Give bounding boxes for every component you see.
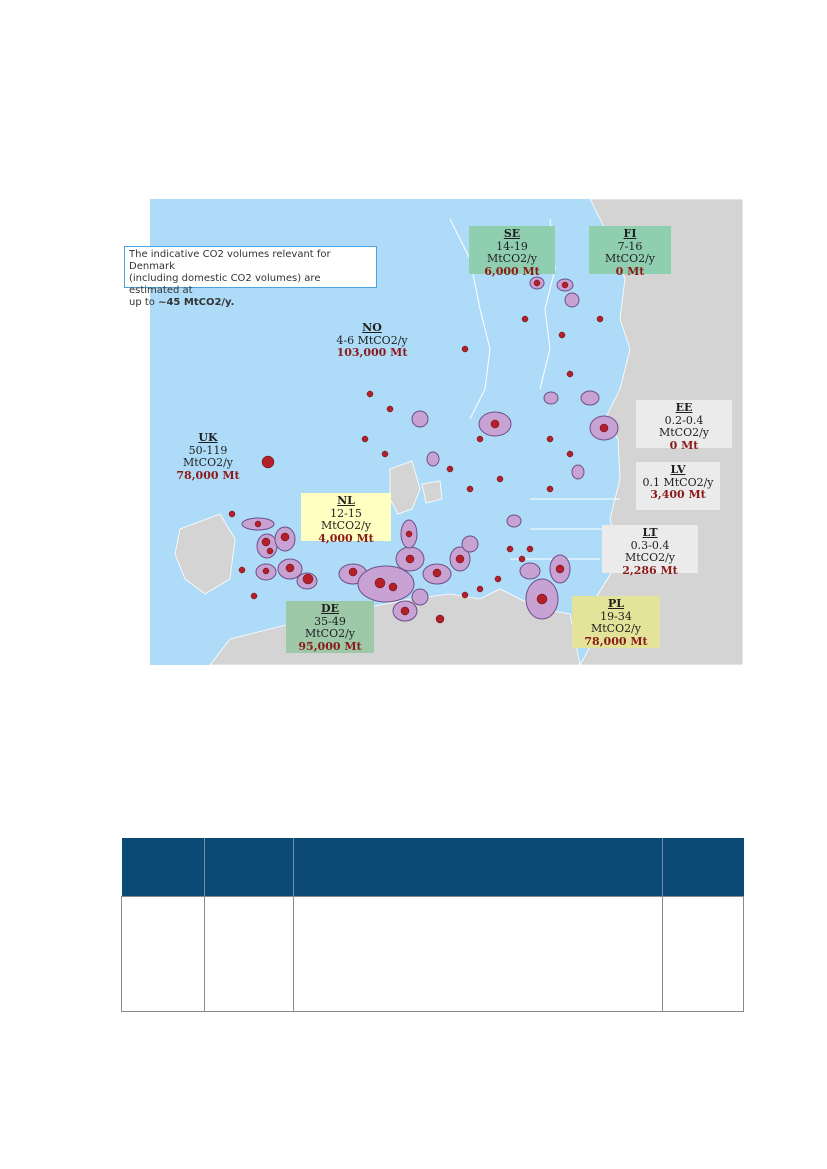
table-cell [293,897,662,1012]
country-label-pl [572,596,660,648]
country-capacity: 103,000 Mt [336,346,408,359]
country-code: FI [623,227,637,240]
country-rate: 19-34 MtCO2/y [590,609,642,635]
country-rate: 12-15 MtCO2/y [320,506,372,532]
country-label-uk [161,430,255,482]
country-code: LV [670,463,686,476]
country-code: SE [503,227,521,240]
country-rate: 0.3-0.4 MtCO2/y [624,538,676,564]
table-header-cell [205,838,294,897]
country-label-lv [636,462,720,510]
country-code: NO [362,321,382,334]
country-capacity: 78,000 Mt [176,468,240,482]
country-code: PL [607,597,624,610]
table-header-cell [293,838,662,897]
country-capacity: 3,400 Mt [650,488,706,501]
table-cell [205,897,294,1012]
note-total-value: ~45 MtCO2/y. [158,297,235,308]
country-rate: 7-16 MtCO2/y [604,239,656,265]
country-capacity: 4,000 Mt [318,531,374,545]
empty-table [121,838,744,1012]
country-code: EE [675,401,693,414]
country-rate: 14-19 MtCO2/y [486,239,538,265]
country-capacity: 0 Mt [669,438,699,452]
country-capacity: 6,000 Mt [484,264,540,278]
country-capacity: 95,000 Mt [298,639,362,653]
country-label-se [469,226,555,278]
country-rate: 50-119 MtCO2/y [182,443,234,469]
country-label-de [286,601,374,653]
indicative-volume-note [124,246,377,308]
country-capacity: 2,286 Mt [622,563,678,577]
country-capacity: 0 Mt [615,264,645,278]
country-label-lt [602,525,698,577]
country-code: LT [642,526,658,539]
country-code: DE [321,602,339,615]
table-cell [122,897,205,1012]
table-header-row [122,838,744,897]
table-header-cell [122,838,205,897]
country-capacity: 78,000 Mt [584,634,648,648]
country-code: NL [337,494,355,507]
table-row [122,897,744,1012]
country-label-ee [636,400,732,452]
table-cell [662,897,743,1012]
note-line-3: up to ~45 MtCO2/y. [129,297,235,308]
country-rate: 0.2-0.4 MtCO2/y [658,413,710,439]
table-header-cell [662,838,743,897]
country-rate: 4-6 MtCO2/y [336,333,408,347]
country-rate: 35-49 MtCO2/y [304,614,356,640]
country-label-no [330,320,414,368]
note-line-1: The indicative CO2 volumes relevant for Denmark [129,249,331,272]
country-rate: 0.1 MtCO2/y [642,475,714,489]
country-label-fi [589,226,671,278]
country-code: UK [198,431,218,444]
country-label-nl [301,493,391,545]
note-line-2: (including domestic CO2 volumes) are estimated at [129,273,321,296]
